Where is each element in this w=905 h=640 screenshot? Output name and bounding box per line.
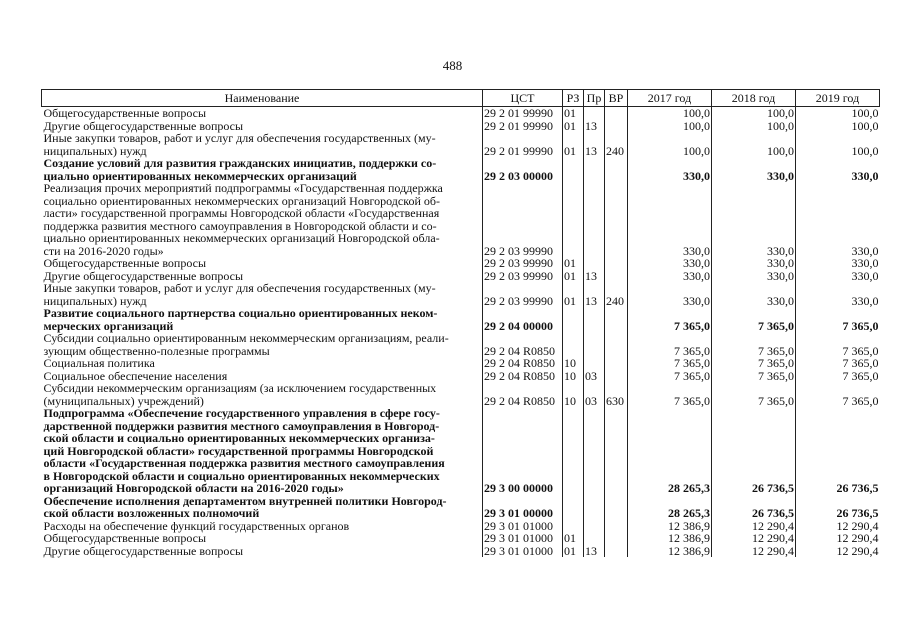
row-2019: 7 365,0	[796, 370, 880, 383]
row-rz: 10	[563, 382, 584, 407]
row-name-line: социально ориентированных некоммерческих организаций Новгородской об-	[43, 193, 440, 208]
row-cst: 29 2 03 99990	[483, 257, 563, 270]
row-name-line: ласти» государственной программы Новгородской области «Государственная	[43, 206, 440, 220]
row-2018: 100,0	[712, 132, 796, 157]
row-name-line: Социальное обеспечение населения	[43, 368, 228, 383]
row-rz: 01	[563, 107, 584, 120]
row-2019: 12 290,4	[796, 532, 880, 545]
row-pr: 03	[584, 370, 605, 383]
row-2018: 26 736,5	[712, 495, 796, 520]
row-rz: 10	[563, 370, 584, 383]
row-2017: 330,0	[628, 282, 712, 307]
row-vr	[605, 532, 628, 545]
row-vr	[605, 120, 628, 133]
row-name-line: дарственной поддержки развития местного самоуправления в Новгород-	[43, 418, 440, 433]
row-pr	[584, 182, 605, 257]
row-vr	[605, 545, 628, 558]
row-rz: 01	[563, 257, 584, 270]
row-cst: 29 2 01 99990	[483, 107, 563, 120]
row-name-line: Обеспечение исполнения департаментом внутренней политики Новгород-	[43, 493, 447, 508]
row-name-line: (муниципальных) учреждений)	[43, 393, 204, 408]
row-vr	[605, 257, 628, 270]
row-name	[42, 182, 483, 257]
row-2019: 26 736,5	[796, 495, 880, 520]
row-rz: 10	[563, 357, 584, 370]
header-pr: Пр	[584, 90, 605, 107]
row-name-line: сти на 2016-2020 годы»	[43, 243, 164, 258]
row-2017: 28 265,3	[628, 407, 712, 495]
row-2017: 100,0	[628, 107, 712, 120]
row-vr: 630	[605, 382, 628, 407]
row-vr: 240	[605, 282, 628, 307]
table-row	[42, 182, 880, 257]
row-pr: 13	[584, 270, 605, 283]
row-2018: 12 290,4	[712, 545, 796, 558]
row-rz	[563, 307, 584, 332]
row-2018: 100,0	[712, 107, 796, 120]
table-row	[42, 282, 880, 307]
row-2019: 100,0	[796, 132, 880, 157]
row-2019: 330,0	[796, 257, 880, 270]
row-2017: 100,0	[628, 120, 712, 133]
row-name	[42, 495, 483, 520]
row-rz: 01	[563, 532, 584, 545]
row-2019: 330,0	[796, 157, 880, 182]
row-2017: 12 386,9	[628, 545, 712, 558]
row-name-line: Субсидии некоммерческим организациям (за исключением государственных	[43, 381, 437, 395]
header-2018: 2018 год	[712, 90, 796, 107]
row-2018: 7 365,0	[712, 357, 796, 370]
row-cst: 29 2 04 R0850	[483, 332, 563, 357]
row-pr	[584, 532, 605, 545]
row-pr	[584, 157, 605, 182]
row-2017: 330,0	[628, 182, 712, 257]
row-2017: 12 386,9	[628, 532, 712, 545]
row-2017: 7 365,0	[628, 307, 712, 332]
header-2019: 2019 год	[796, 90, 880, 107]
table-row	[42, 495, 880, 520]
row-2017: 100,0	[628, 132, 712, 157]
header-cst: ЦСТ	[483, 90, 563, 107]
row-2017: 7 365,0	[628, 357, 712, 370]
row-name-line: в Новгородской области и социально ориентированных некоммерческих	[43, 468, 440, 483]
row-name-line: ской области возложенных полномочий	[43, 506, 260, 520]
row-2019: 7 365,0	[796, 357, 880, 370]
row-name	[42, 132, 483, 157]
row-pr	[584, 107, 605, 120]
row-vr	[605, 182, 628, 257]
row-pr: 03	[584, 382, 605, 407]
row-vr	[605, 157, 628, 182]
row-name	[42, 157, 483, 182]
header-2017: 2017 год	[628, 90, 712, 107]
row-cst: 29 3 01 01000	[483, 520, 563, 533]
row-vr	[605, 270, 628, 283]
row-vr	[605, 370, 628, 383]
row-2018: 7 365,0	[712, 307, 796, 332]
table-row	[42, 545, 880, 558]
row-name-line: Расходы на обеспечение функций государственных органов	[43, 518, 350, 533]
row-pr: 13	[584, 120, 605, 133]
row-cst: 29 2 03 99990	[483, 282, 563, 307]
row-name-line: области «Государственная поддержка развития местного самоуправления	[43, 456, 445, 470]
row-cst: 29 3 00 00000	[483, 407, 563, 495]
row-2017: 7 365,0	[628, 370, 712, 383]
row-rz	[563, 407, 584, 495]
row-rz: 01	[563, 545, 584, 558]
row-pr	[584, 520, 605, 533]
row-cst: 29 2 04 R0850	[483, 370, 563, 383]
row-vr	[605, 332, 628, 357]
row-2019: 26 736,5	[796, 407, 880, 495]
row-cst: 29 2 03 99990	[483, 270, 563, 283]
row-2017: 330,0	[628, 157, 712, 182]
row-name-line: ниципальных) нужд	[43, 143, 147, 158]
table-row	[42, 382, 880, 407]
row-name-line: Общегосударственные вопросы	[43, 256, 207, 270]
row-cst: 29 3 01 01000	[483, 532, 563, 545]
row-name-line: Социальная политика	[43, 356, 155, 370]
row-2019: 100,0	[796, 120, 880, 133]
row-name-line: циально ориентированных некоммерческих организаций Новгородской обла-	[43, 231, 440, 245]
row-cst: 29 2 01 99990	[483, 132, 563, 157]
header-rz: РЗ	[563, 90, 584, 107]
row-name	[42, 282, 483, 307]
row-name-line: Другие общегосударственные вопросы	[43, 268, 244, 283]
row-rz: 01	[563, 282, 584, 307]
row-name-line: Подпрограмма «Обеспечение государственного управления в сфере госу-	[43, 406, 440, 420]
row-name-line: Реализация прочих мероприятий подпрограммы «Государственная поддержка	[43, 181, 443, 195]
row-name-line: мерческих организаций	[43, 318, 174, 333]
row-cst: 29 2 03 00000	[483, 157, 563, 182]
row-name-line: циально ориентированных некоммерческих организаций	[43, 168, 357, 183]
row-rz: 01	[563, 132, 584, 157]
row-name-line: Другие общегосударственные вопросы	[43, 543, 244, 558]
row-name-line: зующим общественно-полезные программы	[43, 343, 270, 358]
row-name	[42, 382, 483, 407]
row-name	[42, 407, 483, 495]
row-2018: 330,0	[712, 257, 796, 270]
row-rz: 01	[563, 120, 584, 133]
row-vr	[605, 107, 628, 120]
row-pr: 13	[584, 545, 605, 558]
row-2017: 330,0	[628, 257, 712, 270]
row-2018: 7 365,0	[712, 382, 796, 407]
row-2019: 7 365,0	[796, 332, 880, 357]
table-row	[42, 332, 880, 357]
row-2018: 12 290,4	[712, 532, 796, 545]
row-vr	[605, 520, 628, 533]
row-pr	[584, 407, 605, 495]
row-cst: 29 3 01 00000	[483, 495, 563, 520]
row-rz	[563, 332, 584, 357]
row-pr: 13	[584, 132, 605, 157]
row-2019: 330,0	[796, 282, 880, 307]
row-2019: 12 290,4	[796, 545, 880, 558]
row-name-line: ций Новгородской области» государственной программы Новгородской	[43, 443, 434, 458]
row-vr	[605, 357, 628, 370]
table-row	[42, 132, 880, 157]
row-cst: 29 2 04 R0850	[483, 382, 563, 407]
row-2019: 100,0	[796, 107, 880, 120]
table-row	[42, 157, 880, 182]
row-name-line: поддержка развития местного самоуправления в Новгородской области и со-	[43, 218, 437, 233]
row-2019: 7 365,0	[796, 382, 880, 407]
row-2018: 7 365,0	[712, 332, 796, 357]
row-name-line: Субсидии социально ориентированным некоммерческим организациям, реали-	[43, 331, 449, 345]
row-2017: 28 265,3	[628, 495, 712, 520]
row-pr	[584, 332, 605, 357]
row-name-line: Общегосударственные вопросы	[43, 531, 207, 545]
row-2018: 26 736,5	[712, 407, 796, 495]
row-2018: 100,0	[712, 120, 796, 133]
row-name	[42, 307, 483, 332]
row-2019: 12 290,4	[796, 520, 880, 533]
row-cst: 29 2 04 R0850	[483, 357, 563, 370]
budget-table	[41, 89, 880, 557]
row-name-line: Развитие социального партнерства социально ориентированных неком-	[43, 306, 438, 320]
row-name-line: Создание условий для развития гражданских инициатив, поддержки со-	[43, 156, 437, 170]
row-rz	[563, 182, 584, 257]
row-name-line: Общегосударственные вопросы	[43, 106, 207, 120]
row-rz: 01	[563, 270, 584, 283]
row-2017: 12 386,9	[628, 520, 712, 533]
row-name-line: ниципальных) нужд	[43, 293, 147, 308]
row-vr: 240	[605, 132, 628, 157]
row-name	[42, 332, 483, 357]
header-name: Наименование	[42, 90, 483, 107]
row-name	[42, 545, 483, 558]
row-name-line: Иные закупки товаров, работ и услуг для обеспечения государственных (му-	[43, 281, 436, 295]
row-2017: 330,0	[628, 270, 712, 283]
row-2018: 7 365,0	[712, 370, 796, 383]
row-2019: 330,0	[796, 182, 880, 257]
row-2018: 330,0	[712, 282, 796, 307]
row-name-line: ской области и социально ориентированных некоммерческих организа-	[43, 431, 435, 445]
row-cst: 29 2 03 99990	[483, 182, 563, 257]
table-row	[42, 307, 880, 332]
row-2018: 330,0	[712, 270, 796, 283]
row-rz	[563, 157, 584, 182]
row-name-line: организаций Новгородской области на 2016-2020 годы»	[43, 481, 344, 495]
header-vr: ВР	[605, 90, 628, 107]
table-row	[42, 407, 880, 495]
row-2019: 7 365,0	[796, 307, 880, 332]
table-header-row	[42, 90, 880, 107]
row-rz	[563, 495, 584, 520]
row-2017: 7 365,0	[628, 332, 712, 357]
row-2018: 330,0	[712, 157, 796, 182]
row-name-line: Иные закупки товаров, работ и услуг для обеспечения государственных (му-	[43, 131, 436, 145]
row-pr	[584, 495, 605, 520]
row-cst: 29 2 04 00000	[483, 307, 563, 332]
row-cst: 29 3 01 01000	[483, 545, 563, 558]
row-vr	[605, 307, 628, 332]
page-number: 488	[442, 58, 463, 73]
row-pr	[584, 357, 605, 370]
row-2019: 330,0	[796, 270, 880, 283]
row-2018: 12 290,4	[712, 520, 796, 533]
row-pr	[584, 257, 605, 270]
row-vr	[605, 495, 628, 520]
row-pr	[584, 307, 605, 332]
row-2018: 330,0	[712, 182, 796, 257]
row-pr: 13	[584, 282, 605, 307]
row-vr	[605, 407, 628, 495]
row-2017: 7 365,0	[628, 382, 712, 407]
table-body	[42, 107, 880, 558]
row-cst: 29 2 01 99990	[483, 120, 563, 133]
row-name-line: Другие общегосударственные вопросы	[43, 118, 244, 133]
